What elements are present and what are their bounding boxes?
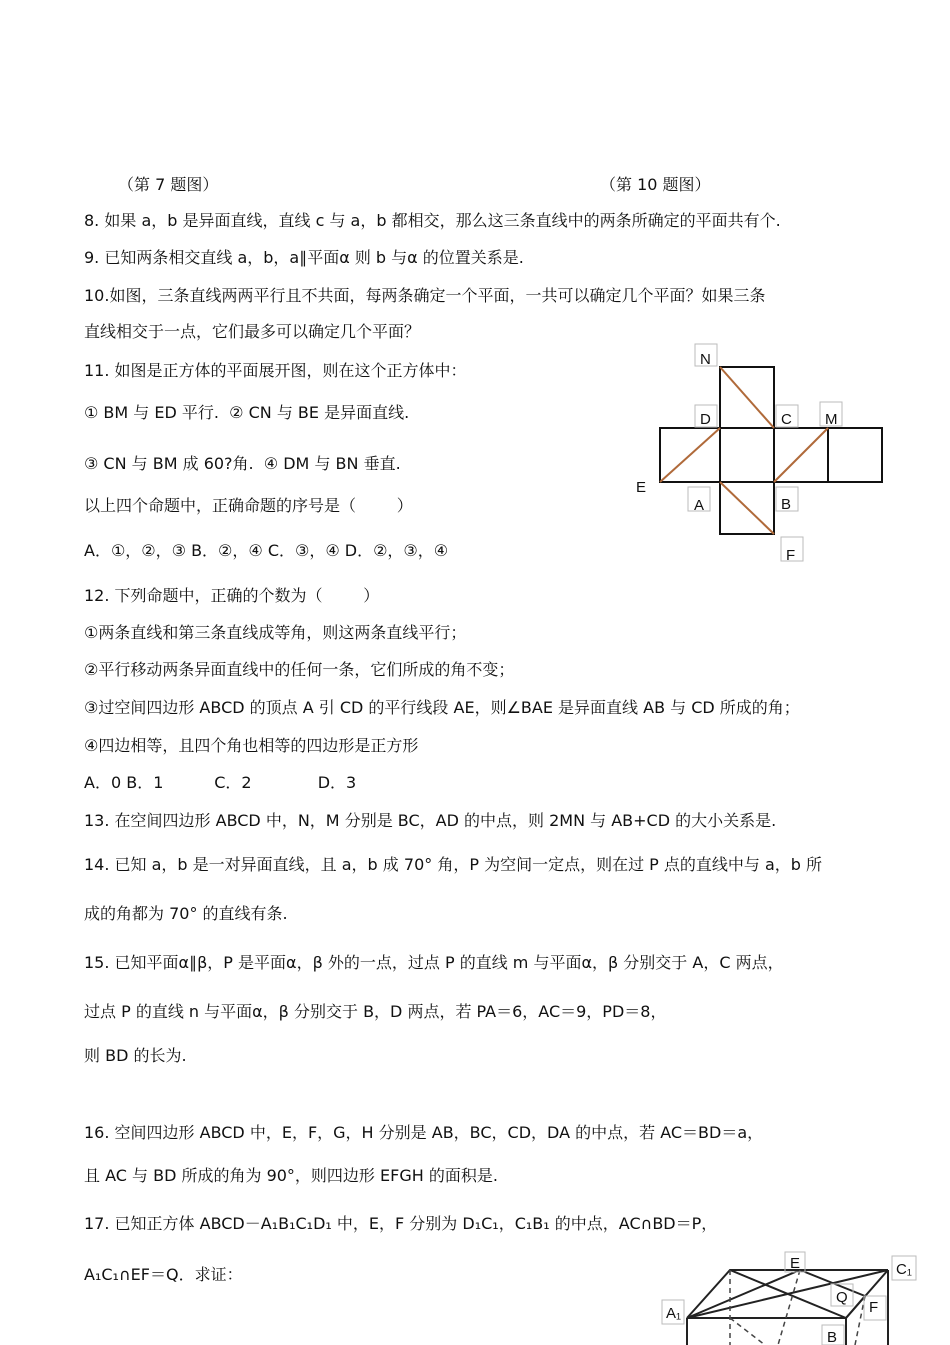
question-11-prop-1-2: ① BM 与 ED 平行. ② CN 与 BE 是异面直线. [84, 403, 410, 422]
cube-figure [660, 1250, 930, 1345]
cube-label-e: E [790, 1255, 801, 1272]
net-label-b: B [781, 496, 792, 513]
net-label-d: D [700, 411, 711, 428]
question-12-statement-2: ②平行移动两条异面直线中的任何一条，它们所成的角不变； [84, 660, 515, 679]
question-13: 13. 在空间四边形 ABCD 中，N，M 分别是 BC，AD 的中点，则 2MN 与 AB+CD 的大小关系是. [84, 811, 777, 830]
cube-label-q: Q [836, 1289, 848, 1306]
net-label-f: F [786, 547, 796, 564]
question-12-stem: 12. 下列命题中，正确的个数为（ ） [84, 586, 380, 605]
question-15-line1: 15. 已知平面α∥β，P 是平面α，β 外的一点，过点 P 的直线 m 与平面α，β 分别交于 A，C 两点， [84, 953, 784, 972]
caption-fig7: （第 7 题图） [118, 175, 219, 194]
question-16-line1: 16. 空间四边形 ABCD 中，E，F，G，H 分别是 AB，BC，CD，DA 的中点，若 AC＝BD＝a， [84, 1123, 764, 1142]
question-17-line2: A₁C₁∩EF＝Q．求证： [84, 1265, 243, 1284]
question-16-line2: 且 AC 与 BD 所成的角为 90°，则四边形 EFGH 的面积是. [84, 1166, 498, 1185]
question-8: 8. 如果 a，b 是异面直线，直线 c 与 a，b 都相交，那么这三条直线中的两条所确定的平面共有个. [84, 211, 781, 230]
question-12-statement-4: ④四边相等，且四个角也相等的四边形是正方形 [84, 736, 419, 755]
question-12-statement-1: ①两条直线和第三条直线成等角，则这两条直线平行； [84, 623, 467, 642]
question-12-options: A．0 B．1 C．2 D．3 [84, 773, 357, 792]
cube-label-a1: A₁ [666, 1305, 682, 1322]
cube-net-figure [630, 342, 890, 562]
question-14-line2: 成的角都为 70° 的直线有条. [84, 904, 288, 923]
net-label-c: C [781, 411, 792, 428]
question-10-line2: 直线相交于一点，它们最多可以确定几个平面？ [84, 322, 421, 341]
question-11-options: A．①，②，③ B．②，④ C．③，④ D．②，③，④ [84, 541, 449, 560]
question-12-statement-3: ③过空间四边形 ABCD 的顶点 A 引 CD 的平行线段 AE，则∠BAE 是异面直线 AB 与 CD 所成的角； [84, 698, 800, 717]
question-10-line1: 10.如图，三条直线两两平行且不共面，每两条确定一个平面，一共可以确定几个平面？如果三条 [84, 286, 766, 305]
question-11-stem: 11. 如图是正方体的平面展开图，则在这个正方体中： [84, 361, 467, 380]
question-9: 9. 已知两条相交直线 a，b，a∥平面α 则 b 与α 的位置关系是. [84, 248, 524, 267]
question-15-line3: 则 BD 的长为. [84, 1046, 187, 1065]
cube-label-f: F [869, 1299, 879, 1316]
net-label-a: A [694, 497, 705, 514]
question-11-prop-3-4: ③ CN 与 BM 成 60?角. ④ DM 与 BN 垂直. [84, 454, 401, 473]
question-17-line1: 17. 已知正方体 ABCD－A₁B₁C₁D₁ 中，E，F 分别为 D₁C₁，C₁B₁ 的中点，AC∩BD＝P， [84, 1214, 718, 1233]
net-label-n: N [700, 351, 711, 368]
question-14-line1: 14. 已知 a，b 是一对异面直线，且 a，b 成 70° 角，P 为空间一定点，则在过 P 点的直线中与 a，b 所 [84, 855, 823, 874]
question-11-ask: 以上四个命题中，正确命题的序号是（ ） [84, 496, 413, 515]
cube-label-b: B [827, 1329, 838, 1345]
net-label-e: E [636, 479, 647, 496]
cube-label-c1: C₁ [896, 1261, 912, 1278]
question-15-line2: 过点 P 的直线 n 与平面α，β 分别交于 B，D 两点，若 PA＝6，AC＝9，PD＝8， [84, 1002, 667, 1021]
net-label-m: M [825, 411, 838, 428]
caption-fig10: （第 10 题图） [600, 175, 711, 194]
